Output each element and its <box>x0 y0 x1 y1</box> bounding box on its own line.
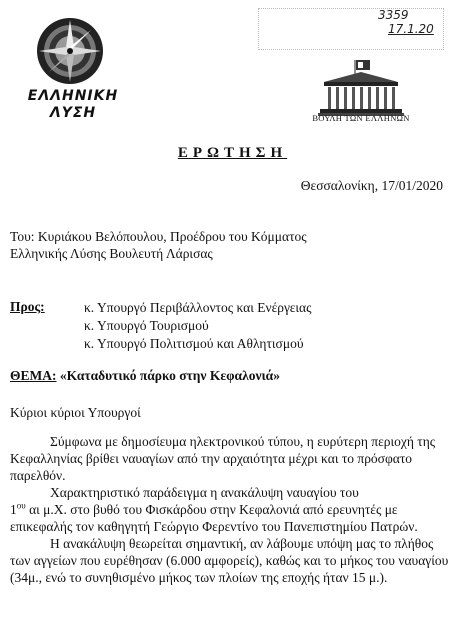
body-paragraph <box>10 484 453 535</box>
sender-line1: Του: Κυριάκου Βελόπουλου, Προέδρου του Κόμματος <box>10 229 307 244</box>
recipients-label: Προς: <box>10 299 45 314</box>
body-paragraph: Η ανακάλυψη θεωρείται σημαντική, αν λάβουμε υπόψη μας το πλήθος των αγγείων που ευρέθησαν (6.000 αμφορείς), καθώς και το μήκος του ναυαγίου (34μ., ενώ το συνηθισμένο μήκος των πλοίων της εποχής ήταν 15 μ.). <box>10 536 449 585</box>
document-title <box>0 145 465 162</box>
sender-block <box>10 228 307 262</box>
recipient-item: κ. Υπουργό Τουρισμού <box>84 318 209 333</box>
document-body <box>10 433 453 586</box>
document-date: Θεσσαλονίκη, 17/01/2020 <box>300 178 443 193</box>
document-title-text: ΕΡΩΤΗΣΗ <box>177 145 288 161</box>
para2-ordinal-suffix: ου <box>16 500 26 511</box>
subject-line <box>10 368 280 384</box>
party-compass-logo-icon <box>35 16 105 86</box>
parliament-building-icon <box>318 58 404 118</box>
recipient-item: κ. Υπουργό Πολιτισμού και Αθλητισμού <box>84 336 304 351</box>
party-name-line2: ΛΥΣΗ <box>49 105 97 121</box>
subject-label: ΘΕΜΑ: <box>10 368 57 383</box>
recipients-list <box>84 299 311 353</box>
stamp-date: 17.1.20 <box>388 22 434 36</box>
party-name-line1: ΕΛΛΗΝΙΚΗ <box>27 88 119 104</box>
greeting: Κύριοι κύριοι Υπουργοί <box>10 405 141 420</box>
recipient-item: κ. Υπουργό Περιβάλλοντος και Ενέργειας <box>84 300 312 315</box>
sender-line2: Ελληνικής Λύσης Βουλευτή Λάρισας <box>10 246 213 261</box>
para2-end: αι μ.Χ. στο βυθό του Φισκάρδου στην Κεφαλονιά από ερευνητές με επικεφαλής τον καθηγητή Γεώργιο Φερεντίνο του Πανεπιστημίου Πατρών. <box>10 502 418 534</box>
para2-start: Χαρακτηριστικό παράδειγμα η ανακάλυψη ναυαγίου του <box>50 485 359 500</box>
stamp-number: 3359 <box>378 8 409 22</box>
para2-century-number: 1 <box>10 502 17 517</box>
body-paragraph: Σύμφωνα με δημοσίευμα ηλεκτρονικού τύπου, η ευρύτερη περιοχή της Κεφαλληνίας βρίθει ναυαγίων από την αρχαιότητα μέχρι και το πρόσφατο παρελθόν. <box>10 434 436 483</box>
subject-text: «Καταδυτικό πάρκο στην Κεφαλονιά» <box>59 368 280 383</box>
parliament-name: ΒΟΥΛΗ ΤΩΝ ΕΛΛΗΝΩΝ <box>312 113 410 123</box>
party-name <box>18 88 128 122</box>
registry-stamp <box>378 8 434 36</box>
